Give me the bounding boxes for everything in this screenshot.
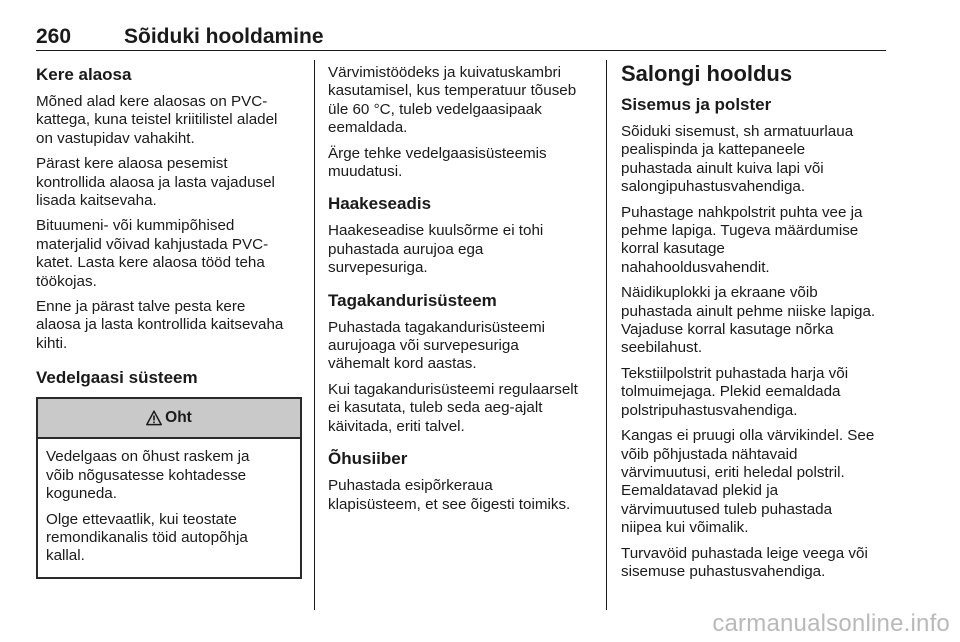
section-heading-ohusiiber: Õhusiiber — [328, 449, 408, 469]
warning-header — [38, 399, 300, 439]
paragraph: Olge ettevaatlik, kui teostate remondikanalis töid autopõhja kallal. — [46, 510, 248, 565]
watermark: carmanualsonline.info — [712, 610, 950, 637]
warning-body — [38, 439, 300, 576]
paragraph: Kui tagakandurisüsteemi regulaarselt ei kasutata, tuleb seda aeg-ajalt käivitada, eriti talvel. — [328, 380, 578, 435]
warning-title: Oht — [165, 409, 192, 427]
paragraph: Haakeseadise kuulsõrme ei tohi puhastada aurujoa ega survepesuriga. — [328, 222, 544, 277]
column-middle — [328, 60, 596, 521]
paragraph: Sõiduki sisemust, sh armatuurlaua pealispinda ja kattepaneele puhastada ainult kuiva lapi või salongipuhastusvahendiga. — [621, 123, 854, 196]
paragraph: Puhastage nahkpolstrit puhta vee ja pehme lapiga. Tugeva määrdumise korral kasutage nahahooldusvahendit. — [621, 203, 863, 276]
column-left — [36, 60, 300, 579]
paragraph: Pärast kere alaosa pesemist kontrollida alaosa ja lasta vajadusel lisada kaitsevaha. — [36, 155, 275, 210]
page-header — [36, 25, 886, 53]
page-number: 260 — [36, 25, 72, 48]
warning-box — [36, 397, 302, 578]
section-heading-tagakandur: Tagakandurisüsteem — [328, 290, 497, 310]
paragraph: Bituumeni- või kummipõhised materjalid võivad kahjustada PVC- katet. Lasta kere alaosa tööd teha töökojas. — [36, 217, 269, 290]
section-heading-haakeseadis: Haakeseadis — [328, 194, 432, 214]
column-right — [621, 60, 889, 588]
paragraph: Näidikuplokki ja ekraane võib puhastada ainult pehme niiske lapiga. Vajaduse korral kasutage nõrka seebilahust. — [621, 284, 876, 357]
paragraph: Enne ja pärast talve pesta kere alaosa ja lasta kontrollida kaitsevaha kihti. — [36, 298, 284, 352]
paragraph: Ärge tehke vedelgaasisüsteemis muudatusi. — [328, 144, 547, 181]
warning-triangle-icon — [146, 410, 162, 426]
section-heading-kere-alaosa: Kere alaosa — [36, 65, 132, 84]
paragraph: Vedelgaas on õhust raskem ja võib nõgusatesse kohtadesse koguneda. — [46, 448, 250, 503]
section-heading-sisemus: Sisemus ja polster — [621, 95, 772, 114]
paragraph: Tekstiilpolstrit puhastada harja või tolmuimejaga. Plekid eemaldada polstripuhastusvahendiga. — [621, 364, 849, 419]
section-heading-vedelgaasi: Vedelgaasi süsteem — [36, 368, 198, 388]
column-divider — [606, 60, 607, 610]
paragraph: Puhastada tagakandurisüsteemi aurujoaga või survepesuriga vähemalt kord aastas. — [328, 318, 545, 373]
paragraph: Puhastada esipõrkeraua klapisüsteem, et see õigesti toimiks. — [328, 477, 571, 513]
paragraph: Värvimistöödeks ja kuivatuskambri kasutamisel, kus temperatuur tõuseb üle 60 °C, tuleb vedelgaasipaak eemaldada. — [328, 64, 577, 137]
header-rule — [36, 50, 886, 51]
chapter-title: Sõiduki hooldamine — [124, 25, 324, 48]
section-heading-salongi-hooldus: Salongi hooldus — [621, 61, 793, 86]
paragraph: Turvavöid puhastada leige veega või sisemuse puhastusvahendiga. — [621, 544, 868, 580]
paragraph: Kangas ei pruugi olla värvikindel. See võib põhjustada nähtavaid värvimuutusi, eriti heledal polstril. Eemaldatavad plekid ja värvimuutused tuleb puhastada niipea kui võimalik. — [621, 427, 875, 537]
column-divider — [314, 60, 315, 610]
paragraph: Mõned alad kere alaosas on PVC- kattega, kuna teistel kriitilistel aladel on vastupidav vahakiht. — [36, 93, 278, 147]
